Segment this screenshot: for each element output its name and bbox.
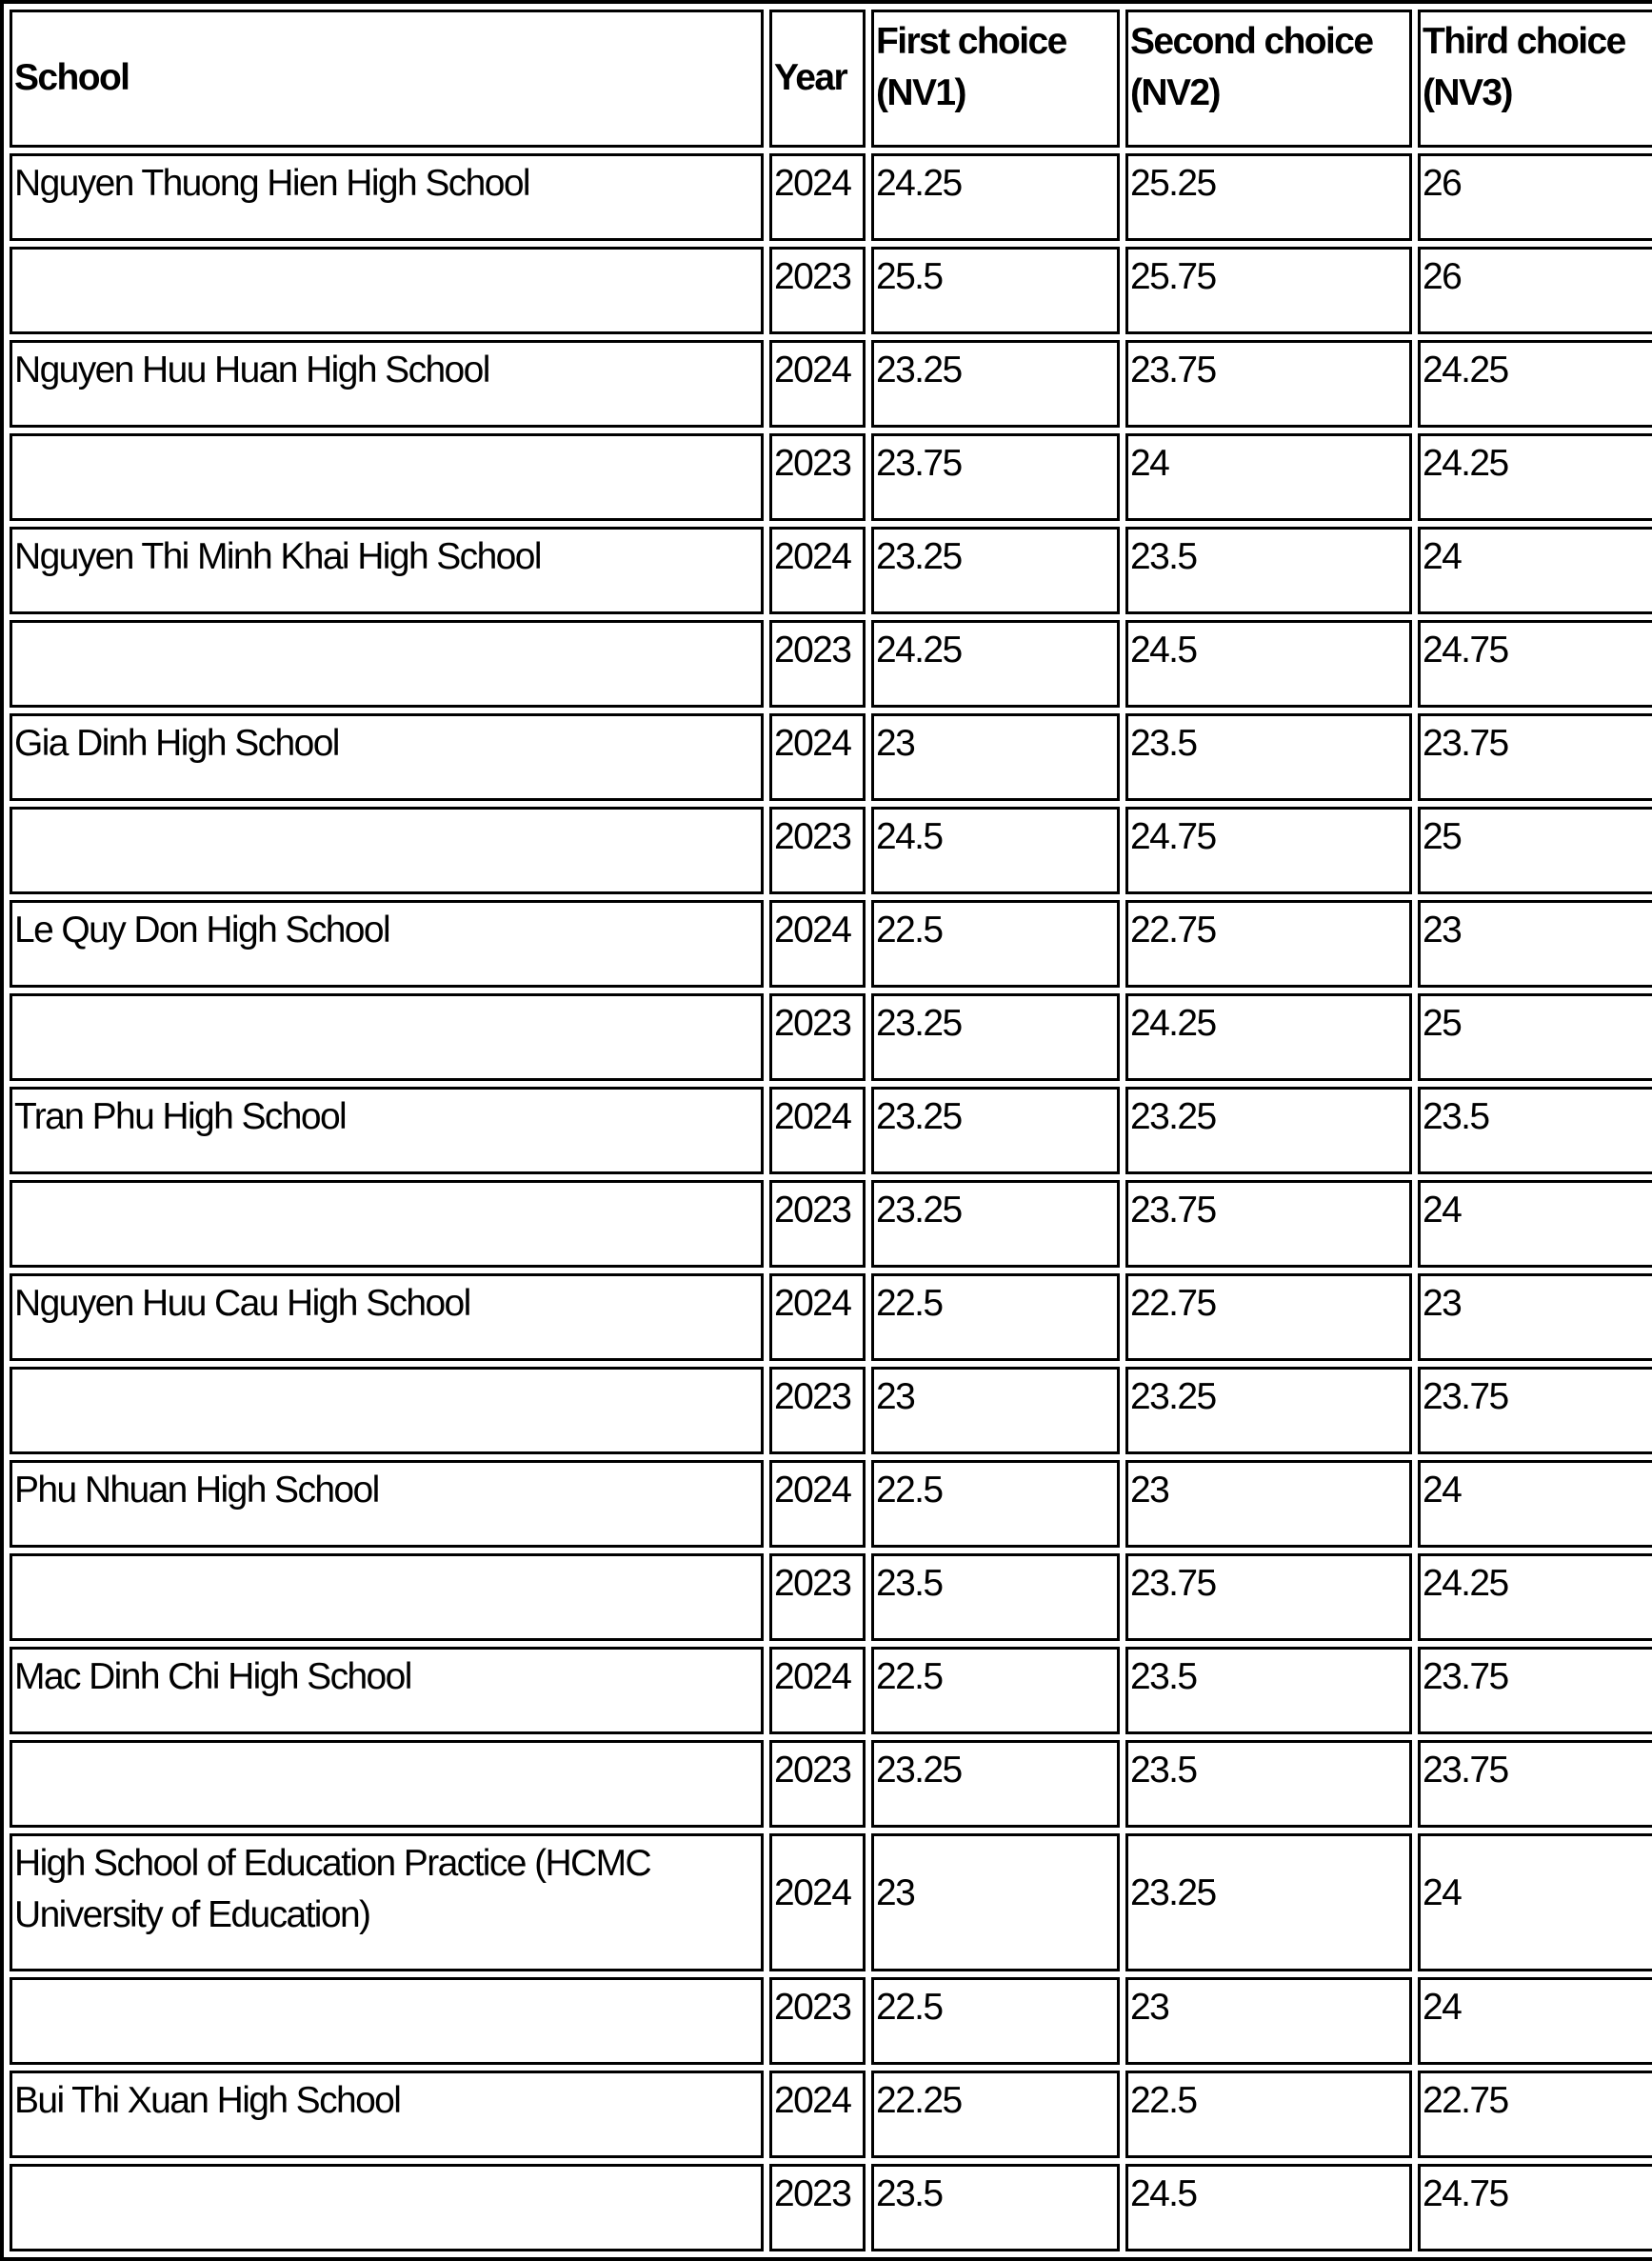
nv1-cell: 23.25	[871, 1087, 1120, 1174]
nv2-cell: 23.75	[1125, 1180, 1412, 1268]
nv3-cell: 24	[1418, 1460, 1652, 1548]
nv2-cell: 23	[1125, 1460, 1412, 1548]
table-row	[10, 153, 1652, 241]
table-row	[10, 900, 1652, 988]
school-cell: High School of Education Practice (HCMC University of Education)	[10, 1833, 764, 1971]
school-cell	[10, 993, 764, 1081]
nv3-cell: 24.25	[1418, 340, 1652, 428]
table-row	[10, 807, 1652, 894]
school-cell	[10, 807, 764, 894]
nv2-cell: 23.25	[1125, 1833, 1412, 1971]
school-cell	[10, 1977, 764, 2065]
header-row	[10, 10, 1652, 148]
nv3-cell: 24	[1418, 527, 1652, 614]
nv1-cell: 22.5	[871, 900, 1120, 988]
nv2-cell: 23	[1125, 1977, 1412, 2065]
nv1-cell: 23.5	[871, 2164, 1120, 2251]
year-cell: 2024	[769, 2071, 866, 2158]
nv2-cell: 22.75	[1125, 900, 1412, 988]
nv3-cell: 23.5	[1418, 1087, 1652, 1174]
nv3-cell: 25	[1418, 807, 1652, 894]
nv1-cell: 22.5	[871, 1460, 1120, 1548]
table-row	[10, 247, 1652, 334]
table-row	[10, 2071, 1652, 2158]
year-cell: 2023	[769, 247, 866, 334]
school-cell: Mac Dinh Chi High School	[10, 1647, 764, 1734]
nv2-cell: 24.75	[1125, 807, 1412, 894]
nv2-cell: 24.5	[1125, 620, 1412, 708]
table-body	[10, 153, 1652, 2251]
school-cell: Nguyen Thuong Hien High School	[10, 153, 764, 241]
nv1-cell: 22.5	[871, 1977, 1120, 2065]
school-cell	[10, 1740, 764, 1828]
year-cell: 2024	[769, 1647, 866, 1734]
year-cell: 2024	[769, 900, 866, 988]
year-cell: 2023	[769, 1740, 866, 1828]
year-cell: 2023	[769, 1367, 866, 1454]
nv1-cell: 23.25	[871, 340, 1120, 428]
table-header	[10, 10, 1652, 148]
nv2-cell: 23.5	[1125, 713, 1412, 801]
nv3-cell: 23.75	[1418, 713, 1652, 801]
school-cell: Nguyen Huu Huan High School	[10, 340, 764, 428]
nv3-cell: 24	[1418, 1833, 1652, 1971]
table-row	[10, 1180, 1652, 1268]
nv3-cell: 26	[1418, 153, 1652, 241]
table-row	[10, 433, 1652, 521]
table-row	[10, 340, 1652, 428]
year-cell: 2024	[769, 1273, 866, 1361]
nv2-cell: 24	[1125, 433, 1412, 521]
school-cell	[10, 247, 764, 334]
table-row	[10, 1087, 1652, 1174]
table-row	[10, 620, 1652, 708]
year-cell: 2023	[769, 1553, 866, 1641]
table-row	[10, 1740, 1652, 1828]
school-cell	[10, 1553, 764, 1641]
header-first-choice: First choice (NV1)	[871, 10, 1120, 148]
header-second-choice: Second choice (NV2)	[1125, 10, 1412, 148]
table-row	[10, 527, 1652, 614]
nv2-cell: 23.75	[1125, 1553, 1412, 1641]
nv2-cell: 24.25	[1125, 993, 1412, 1081]
nv3-cell: 22.75	[1418, 2071, 1652, 2158]
header-third-choice: Third choice (NV3)	[1418, 10, 1652, 148]
nv3-cell: 25	[1418, 993, 1652, 1081]
school-cell: Nguyen Huu Cau High School	[10, 1273, 764, 1361]
year-cell: 2024	[769, 1460, 866, 1548]
year-cell: 2023	[769, 2164, 866, 2251]
table-row	[10, 1367, 1652, 1454]
nv1-cell: 24.25	[871, 620, 1120, 708]
school-cell: Gia Dinh High School	[10, 713, 764, 801]
table-row	[10, 993, 1652, 1081]
year-cell: 2024	[769, 1833, 866, 1971]
nv1-cell: 23	[871, 713, 1120, 801]
year-cell: 2023	[769, 807, 866, 894]
table-row	[10, 1977, 1652, 2065]
nv2-cell: 25.75	[1125, 247, 1412, 334]
nv3-cell: 24.75	[1418, 620, 1652, 708]
nv3-cell: 23.75	[1418, 1647, 1652, 1734]
nv3-cell: 24.25	[1418, 433, 1652, 521]
table-row	[10, 2164, 1652, 2251]
year-cell: 2023	[769, 993, 866, 1081]
table-row	[10, 1647, 1652, 1734]
school-cell	[10, 2164, 764, 2251]
nv2-cell: 24.5	[1125, 2164, 1412, 2251]
nv1-cell: 23	[871, 1833, 1120, 1971]
year-cell: 2023	[769, 1180, 866, 1268]
nv2-cell: 23.5	[1125, 527, 1412, 614]
nv2-cell: 23.75	[1125, 340, 1412, 428]
nv2-cell: 22.5	[1125, 2071, 1412, 2158]
nv1-cell: 23	[871, 1367, 1120, 1454]
school-cell	[10, 1367, 764, 1454]
nv1-cell: 22.5	[871, 1273, 1120, 1361]
nv2-cell: 22.75	[1125, 1273, 1412, 1361]
nv3-cell: 23.75	[1418, 1740, 1652, 1828]
table-row	[10, 713, 1652, 801]
nv2-cell: 23.5	[1125, 1740, 1412, 1828]
nv2-cell: 25.25	[1125, 153, 1412, 241]
nv3-cell: 23.75	[1418, 1367, 1652, 1454]
nv1-cell: 24.5	[871, 807, 1120, 894]
header-year: Year	[769, 10, 866, 148]
school-cell: Le Quy Don High School	[10, 900, 764, 988]
school-cell	[10, 433, 764, 521]
year-cell: 2023	[769, 1977, 866, 2065]
nv3-cell: 26	[1418, 247, 1652, 334]
nv1-cell: 23.25	[871, 1180, 1120, 1268]
school-cell	[10, 620, 764, 708]
nv3-cell: 24.75	[1418, 2164, 1652, 2251]
nv3-cell: 23	[1418, 900, 1652, 988]
year-cell: 2024	[769, 713, 866, 801]
year-cell: 2024	[769, 340, 866, 428]
table-row	[10, 1460, 1652, 1548]
nv1-cell: 22.5	[871, 1647, 1120, 1734]
nv1-cell: 23.75	[871, 433, 1120, 521]
nv3-cell: 24.25	[1418, 1553, 1652, 1641]
table-row	[10, 1273, 1652, 1361]
nv3-cell: 24	[1418, 1180, 1652, 1268]
nv1-cell: 24.25	[871, 153, 1120, 241]
nv1-cell: 23.25	[871, 993, 1120, 1081]
year-cell: 2023	[769, 433, 866, 521]
year-cell: 2024	[769, 1087, 866, 1174]
school-cell: Nguyen Thi Minh Khai High School	[10, 527, 764, 614]
year-cell: 2024	[769, 153, 866, 241]
school-cell	[10, 1180, 764, 1268]
year-cell: 2023	[769, 620, 866, 708]
nv3-cell: 24	[1418, 1977, 1652, 2065]
nv3-cell: 23	[1418, 1273, 1652, 1361]
year-cell: 2024	[769, 527, 866, 614]
table-row	[10, 1553, 1652, 1641]
nv1-cell: 23.25	[871, 1740, 1120, 1828]
nv1-cell: 22.25	[871, 2071, 1120, 2158]
school-cell: Phu Nhuan High School	[10, 1460, 764, 1548]
nv2-cell: 23.25	[1125, 1367, 1412, 1454]
nv2-cell: 23.25	[1125, 1087, 1412, 1174]
nv2-cell: 23.5	[1125, 1647, 1412, 1734]
school-cell: Bui Thi Xuan High School	[10, 2071, 764, 2158]
nv1-cell: 23.5	[871, 1553, 1120, 1641]
nv1-cell: 23.25	[871, 527, 1120, 614]
nv1-cell: 25.5	[871, 247, 1120, 334]
header-school: School	[10, 10, 764, 148]
school-cell: Tran Phu High School	[10, 1087, 764, 1174]
table-row	[10, 1833, 1652, 1971]
